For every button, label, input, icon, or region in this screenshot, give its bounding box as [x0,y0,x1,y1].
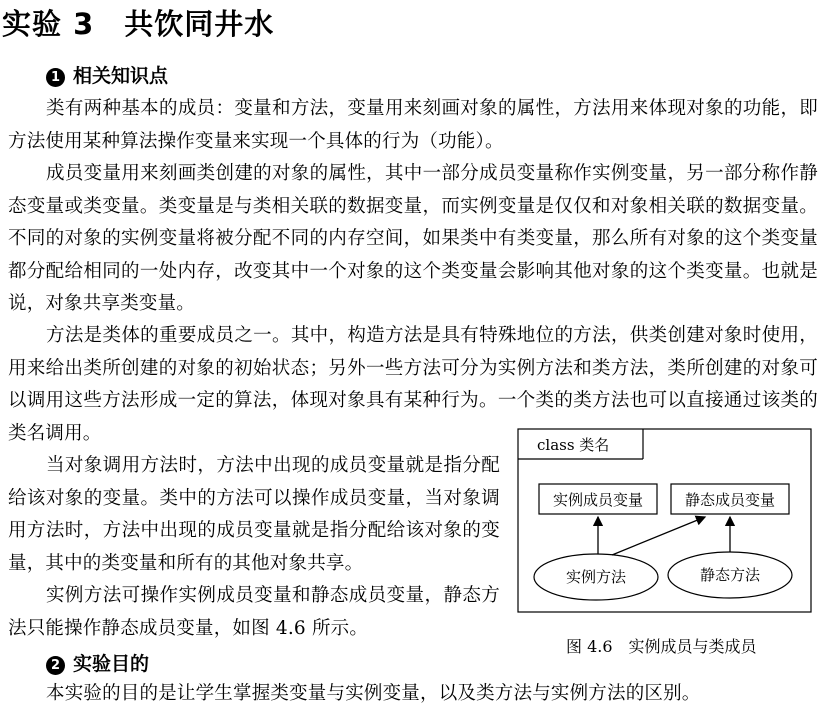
figure-caption-text: 实例成员与类成员 [628,637,757,656]
number-bullet-icon: 2 [46,656,65,675]
page-title: 实验 3 共饮同井水 [2,7,275,41]
section-heading-purpose [46,649,149,676]
section-label: 实验目的 [73,653,150,675]
paragraph-methods: 方法是类体的重要成员之一。其中，构造方法是具有特殊地位的方法，供类创建对象时使用，用来给出类所创建的对象的初始状态；另外一些方法可分为实例方法和类方法，类所创建的对象可以调用这些方法形成一定的算法，体现对象具有某种行为。一个类的类方法也可以直接通过该类的类名调用。 [8,325,818,444]
number-bullet-icon: 1 [46,68,65,87]
static-method-label: 静态方法 [699,566,761,584]
paragraph-object-call: 当对象调用方法时，方法中出现的成员变量就是指分配给该对象的变量。类中的方法可以操作成员变量，当对象调用方法时，方法中出现的成员变量就是指分配给该对象的变量，其中的类变量和所有的其他对象共享。 [8,455,500,574]
section-heading-knowledge [46,61,168,88]
figure-caption [566,634,757,657]
paragraph-purpose: 本实验的目的是让学生掌握类变量与实例变量，以及类方法与实例方法的区别。 [46,683,701,704]
figure-caption-number: 图 4.6 [566,637,613,656]
paragraph-members: 类有两种基本的成员：变量和方法，变量用来刻画对象的属性，方法用来体现对象的功能，即方法使用某种算法操作变量来实现一个具体的行为（功能）。 [8,98,818,152]
paragraph-instance-methods: 实例方法可操作实例成员变量和静态成员变量，静态方法只能操作静态成员变量，如图 4.6 所示。 [8,585,500,639]
instance-var-label: 实例成员变量 [552,491,644,509]
section-label: 相关知识点 [73,65,169,87]
class-name-label: class 类名 [537,436,610,454]
class-members-figure [517,428,813,613]
static-var-label: 静态成员变量 [684,491,776,509]
instance-method-label: 实例方法 [565,568,627,586]
class-diagram [517,428,813,613]
paragraph-variables: 成员变量用来刻画类创建的对象的属性，其中一部分成员变量称作实例变量，另一部分称作静态变量或类变量。类变量是与类相关联的数据变量，而实例变量是仅仅和对象相关联的数据变量。不同的对象的实例变量将被分配不同的内存空间，如果类中有类变量，那么所有对象的这个类变量都分配给相同的一处内存，改变其中一个对象的这个类变量会影响其他对象的这个类变量。也就是说，对象共享类变量。 [8,163,818,314]
